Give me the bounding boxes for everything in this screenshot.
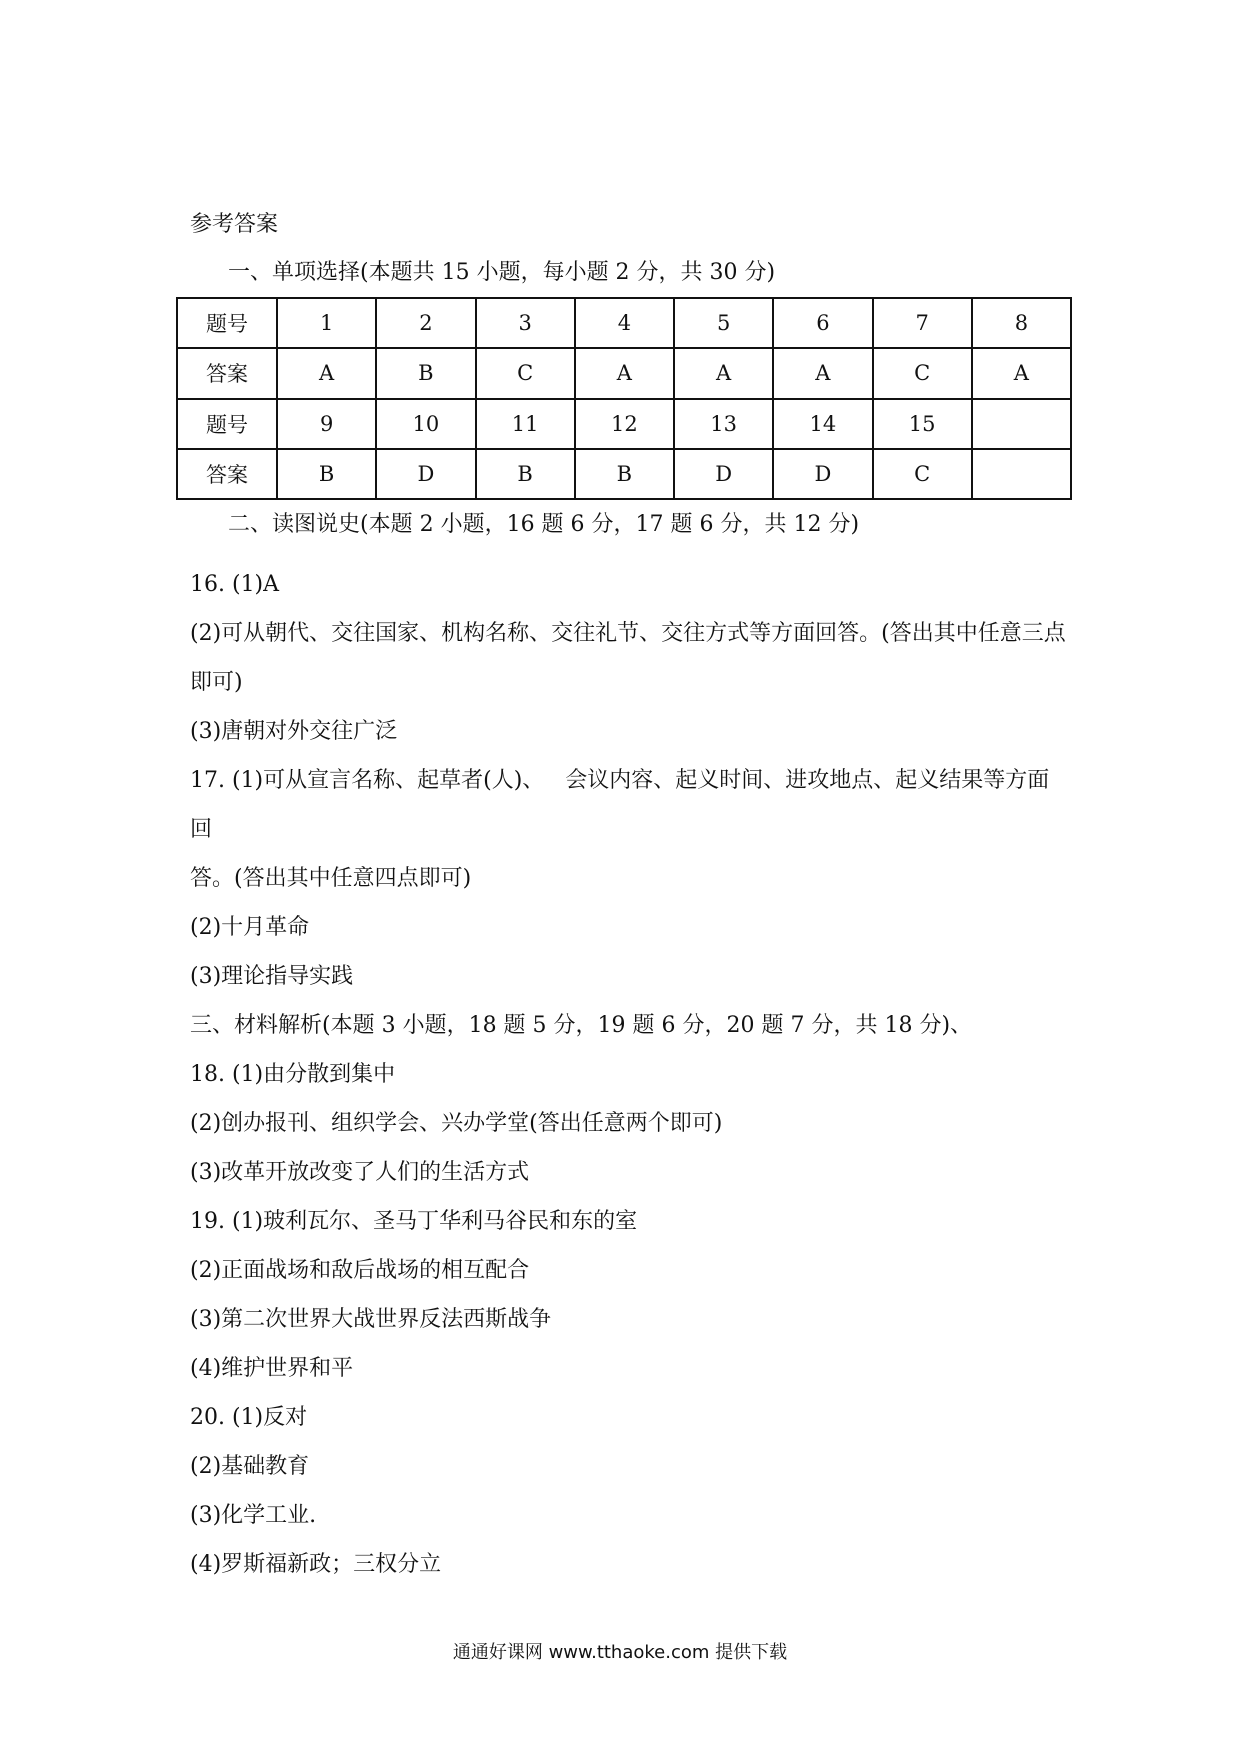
row-label: 题号 (177, 298, 277, 348)
table-cell: B (277, 449, 376, 499)
table-cell: 14 (773, 399, 872, 449)
table-cell: 11 (476, 399, 575, 449)
page-title: 参考答案 (190, 212, 279, 237)
table-cell: 2 (376, 298, 475, 348)
table-cell: B (476, 449, 575, 499)
answer-line: (2)可从朝代、交往国家、机构名称、交往礼节、交往方式等方面回答。(答出其中任意三点 (190, 621, 1066, 646)
answer-line: (3)理论指导实践 (190, 964, 354, 989)
row-label: 答案 (177, 449, 277, 499)
row-label: 答案 (177, 348, 277, 398)
table-cell: C (873, 449, 972, 499)
table-row (177, 298, 1071, 348)
table-cell: 4 (575, 298, 674, 348)
table-cell: C (476, 348, 575, 398)
table-cell: A (277, 348, 376, 398)
table-cell: B (376, 348, 475, 398)
row-label: 题号 (177, 399, 277, 449)
table-cell: 10 (376, 399, 475, 449)
answer-line: 20. (1)反对 (190, 1405, 308, 1430)
answer-line: 18. (1)由分散到集中 (190, 1062, 396, 1087)
table-cell (972, 399, 1071, 449)
table-cell: 5 (674, 298, 773, 348)
table-cell: D (773, 449, 872, 499)
answer-line: 答。(答出其中任意四点即可) (190, 866, 472, 891)
table-cell: A (674, 348, 773, 398)
answer-line: (3)改革开放改变了人们的生活方式 (190, 1160, 530, 1185)
answer-line: (4)维护世界和平 (190, 1356, 354, 1381)
answer-line: 16. (1)A (190, 572, 280, 597)
table-cell: 7 (873, 298, 972, 348)
answer-line: (2)创办报刊、组织学会、兴办学堂(答出任意两个即可) (190, 1111, 723, 1136)
table-cell: C (873, 348, 972, 398)
answer-line: 即可) (190, 670, 243, 695)
page-footer: 通通好课网 www.tthaoke.com 提供下载 (452, 1642, 788, 1663)
table-cell: 3 (476, 298, 575, 348)
table-row (177, 348, 1071, 398)
table-cell: A (575, 348, 674, 398)
section-2-heading: 二、读图说史(本题 2 小题，16 题 6 分，17 题 6 分，共 12 分) (228, 512, 860, 537)
table-cell (972, 449, 1071, 499)
table-cell: 1 (277, 298, 376, 348)
answer-line: (2)正面战场和敌后战场的相互配合 (190, 1258, 530, 1283)
table-cell: 9 (277, 399, 376, 449)
table-cell: D (674, 449, 773, 499)
section-1-heading: 一、单项选择(本题共 15 小题，每小题 2 分，共 30 分) (228, 260, 776, 285)
table-cell: 13 (674, 399, 773, 449)
answer-line: (3)第二次世界大战世界反法西斯战争 (190, 1307, 552, 1332)
table-cell: B (575, 449, 674, 499)
answer-body (190, 560, 1070, 1589)
table-cell: 6 (773, 298, 872, 348)
answer-line: 19. (1)玻利瓦尔、圣马丁华利马谷民和东的室 (190, 1209, 638, 1234)
section-3-heading: 三、材料解析(本题 3 小题，18 题 5 分，19 题 6 分，20 题 7 分，共 18 分)、 (190, 1013, 973, 1038)
answer-line: (4)罗斯福新政；三权分立 (190, 1552, 442, 1577)
table-cell: D (376, 449, 475, 499)
table-cell: A (972, 348, 1071, 398)
answer-table (176, 297, 1072, 500)
answer-line: (2)基础教育 (190, 1454, 310, 1479)
table-cell: 12 (575, 399, 674, 449)
table-cell: 8 (972, 298, 1071, 348)
answer-line: (2)十月革命 (190, 915, 310, 940)
answer-line: 17. (1)可从宣言名称、起草者(人)、 会议内容、起义时间、进攻地点、起义结果等方面回 (190, 768, 1050, 842)
table-row (177, 449, 1071, 499)
table-cell: 15 (873, 399, 972, 449)
table-cell: A (773, 348, 872, 398)
answer-line: (3)化学工业. (190, 1503, 317, 1528)
table-row (177, 399, 1071, 449)
answer-line: (3)唐朝对外交往广泛 (190, 719, 398, 744)
